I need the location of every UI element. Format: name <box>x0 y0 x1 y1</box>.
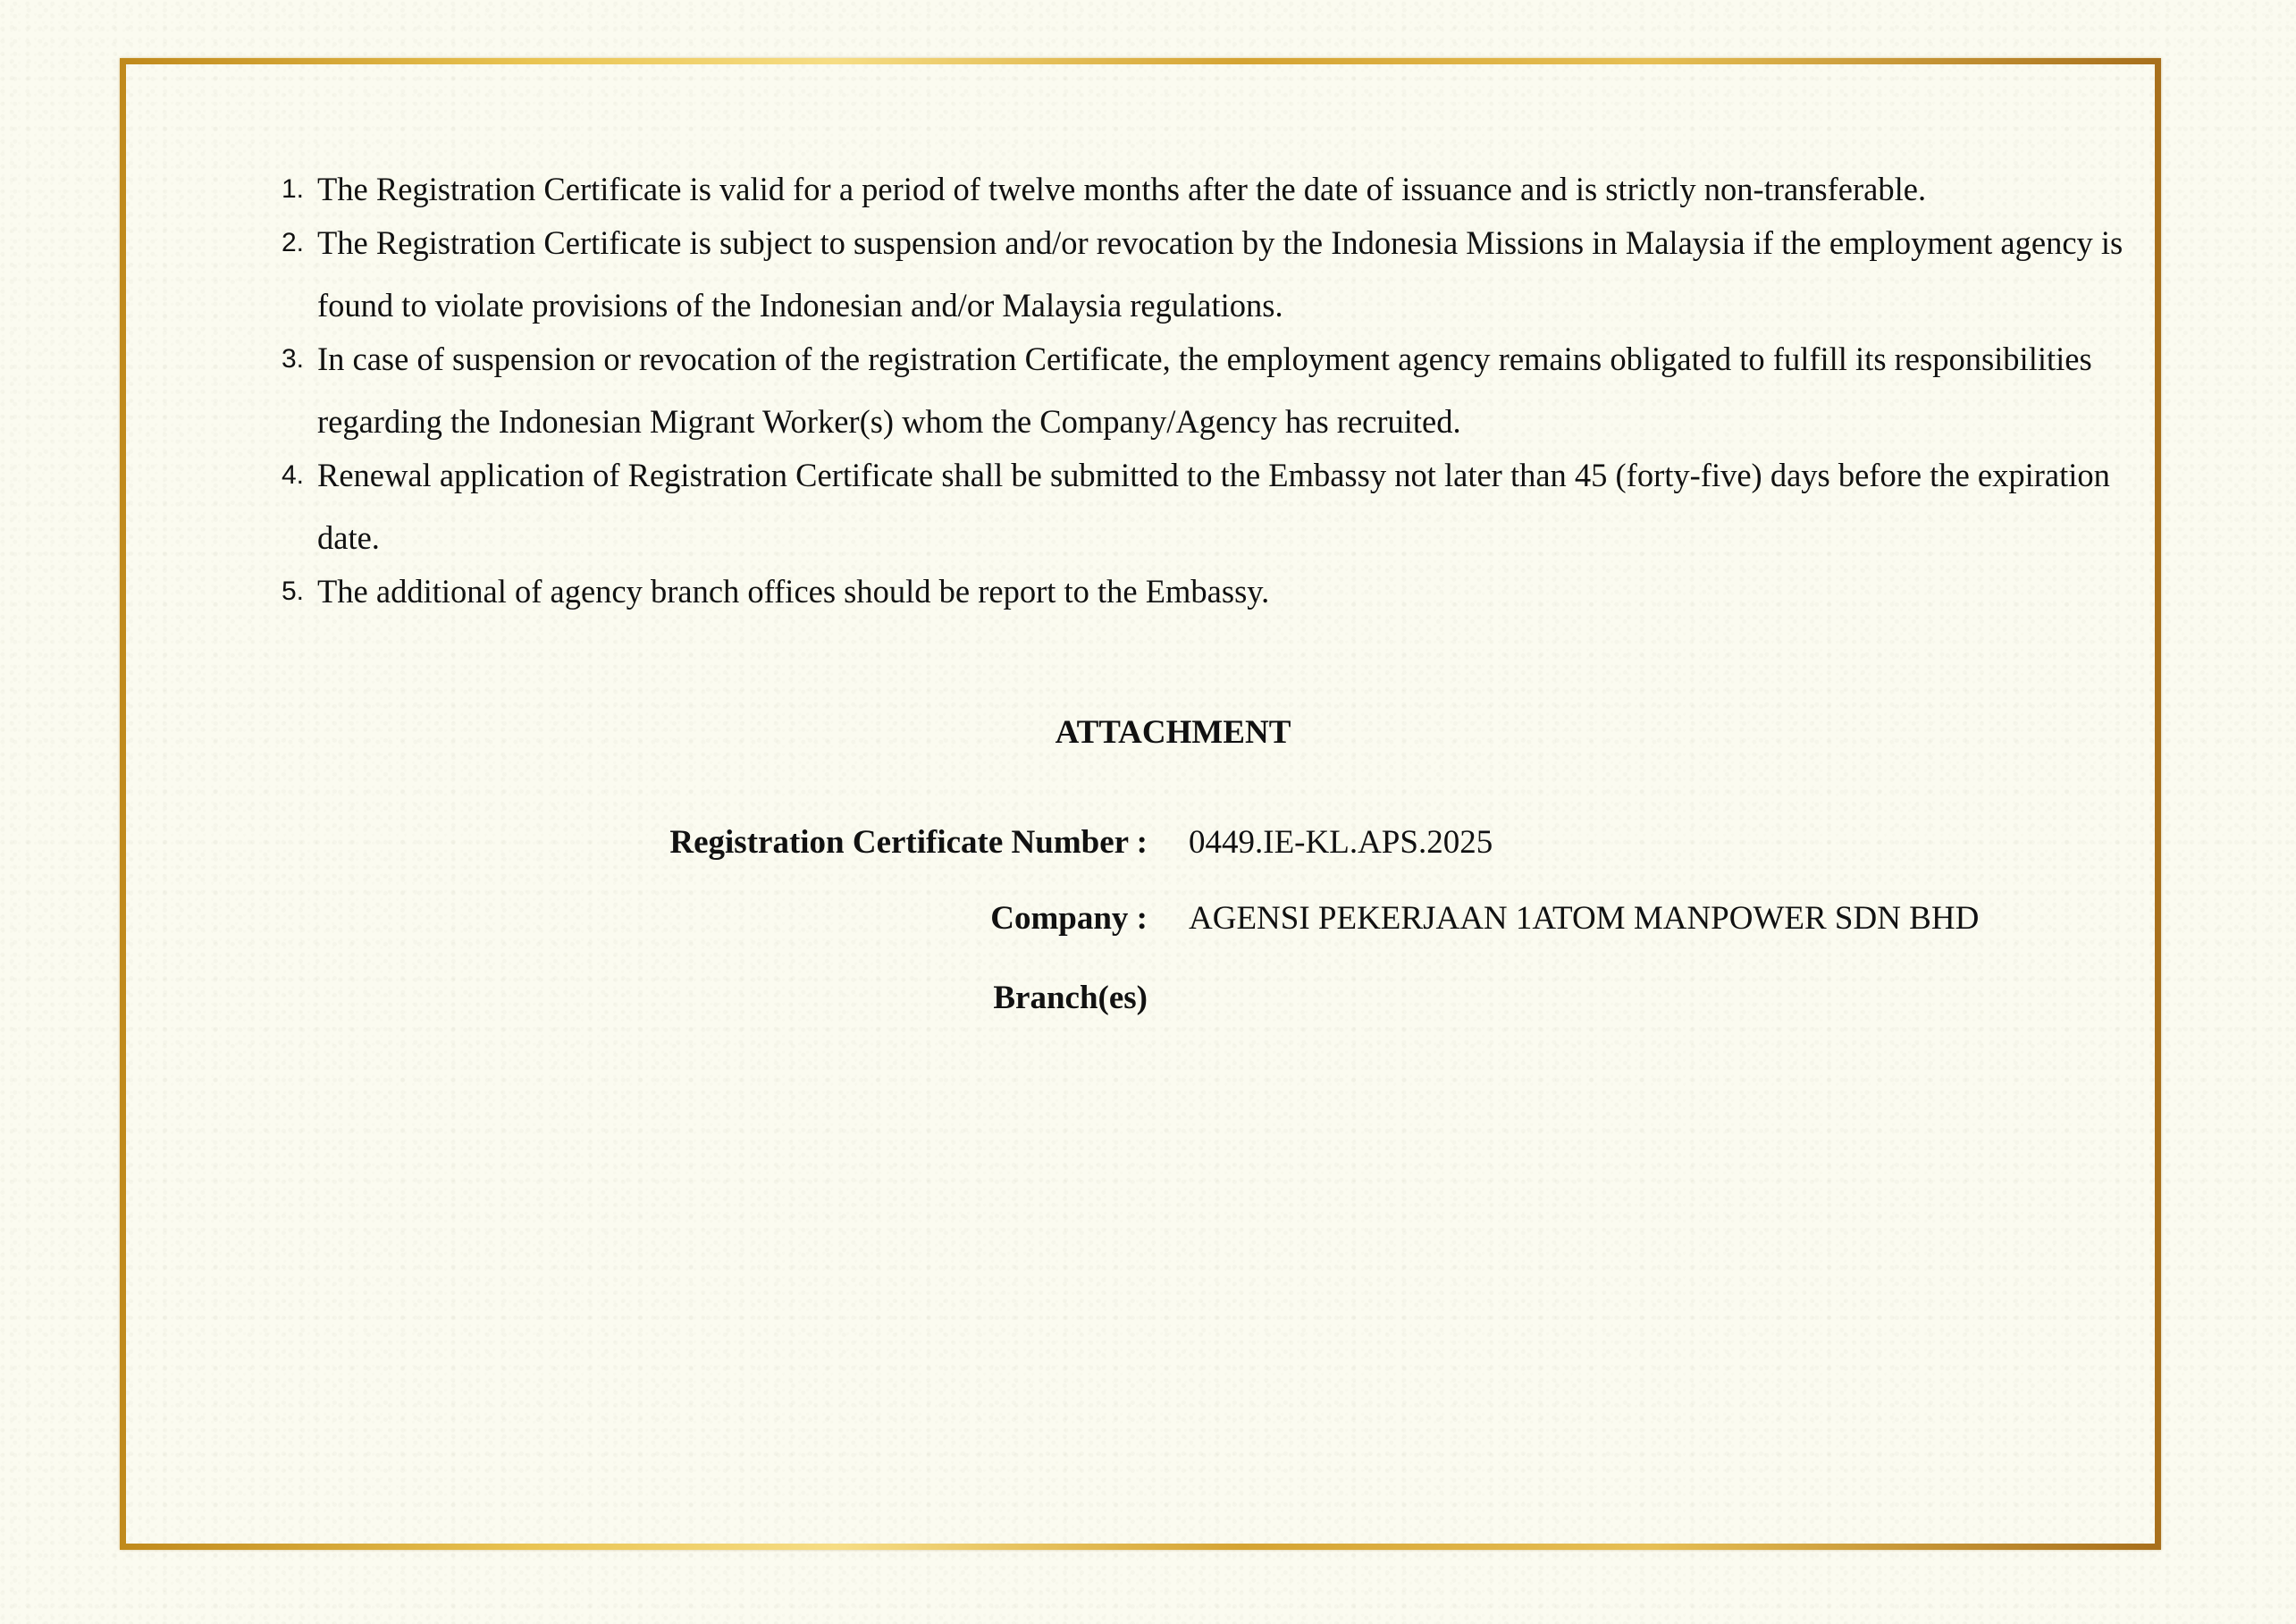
condition-text: In case of suspension or revocation of the registration Certificate, the employment agency remains obligated to fulfill its responsibilities regarding the Indonesian Migrant Worker(s) whom the Company/Agency has recruited. <box>317 341 2092 440</box>
condition-item-4 <box>280 444 2130 569</box>
branches-label: Branch(es) <box>993 980 1148 1016</box>
condition-text: Renewal application of Registration Certificate shall be submitted to the Embassy not later than 45 (forty-five) days before the expiration date. <box>317 457 2110 556</box>
registration-number-value: 0449.IE-KL.APS.2025 <box>1189 824 1493 861</box>
condition-number: 3. <box>282 344 305 374</box>
condition-item-5 <box>280 560 2130 623</box>
condition-number: 5. <box>282 576 305 606</box>
condition-number: 4. <box>282 460 305 490</box>
registration-number-label: Registration Certificate Number : <box>669 824 1148 861</box>
condition-item-2 <box>280 212 2130 337</box>
condition-text: The Registration Certificate is subject to suspension and/or revocation by the Indonesia Missions in Malaysia if the employment agency is found to violate provisions of the Indonesian and/or Malaysia regulations. <box>317 224 2124 324</box>
condition-text: The Registration Certificate is valid for a period of twelve months after the date of issuance and is strictly non-transferable. <box>317 171 1927 207</box>
condition-item-3 <box>280 328 2130 453</box>
conditions-list <box>280 158 2130 614</box>
condition-number: 1. <box>282 174 305 204</box>
condition-text: The additional of agency branch offices should be report to the Embassy. <box>317 573 1270 610</box>
attachment-title: ATTACHMENT <box>1055 714 1291 751</box>
company-label: Company : <box>990 900 1148 937</box>
condition-number: 2. <box>282 228 305 257</box>
company-value: AGENSI PEKERJAAN 1ATOM MANPOWER SDN BHD <box>1189 900 1980 937</box>
